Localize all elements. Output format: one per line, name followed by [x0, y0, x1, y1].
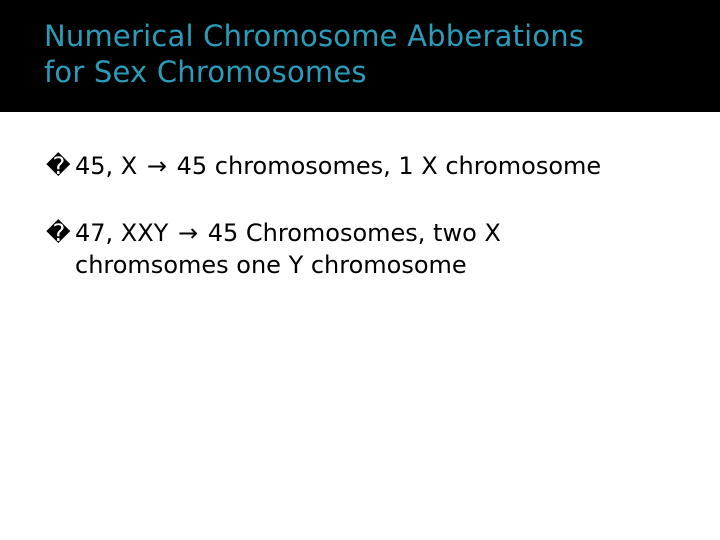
- bullet-item-2: [46, 217, 696, 281]
- bullet-text: [75, 152, 601, 180]
- arrow-icon: →: [146, 152, 167, 180]
- bullet-tail: 45 chromosomes, 1 X chromosome: [176, 152, 602, 180]
- bullet-text: [75, 219, 696, 281]
- slide-title-line-2: for Sex Chromosomes: [44, 55, 367, 89]
- bullet-tail: 45 Chromosomes, two X: [207, 219, 501, 247]
- bullet-marker: �: [46, 219, 71, 247]
- arrow-icon: →: [177, 219, 199, 247]
- slide-title-line-1: Numerical Chromosome Abberations: [44, 19, 585, 53]
- bullet-marker: �: [46, 152, 71, 180]
- bullet-item-1: [46, 150, 696, 182]
- bullet-tail-line-2: chromsomes one Y chromosome: [75, 251, 467, 279]
- bullet-lead: 47, XXY: [75, 219, 169, 247]
- slide-title: [44, 18, 704, 90]
- bullet-lead: 45, X: [75, 152, 138, 180]
- slide-body: [46, 150, 696, 316]
